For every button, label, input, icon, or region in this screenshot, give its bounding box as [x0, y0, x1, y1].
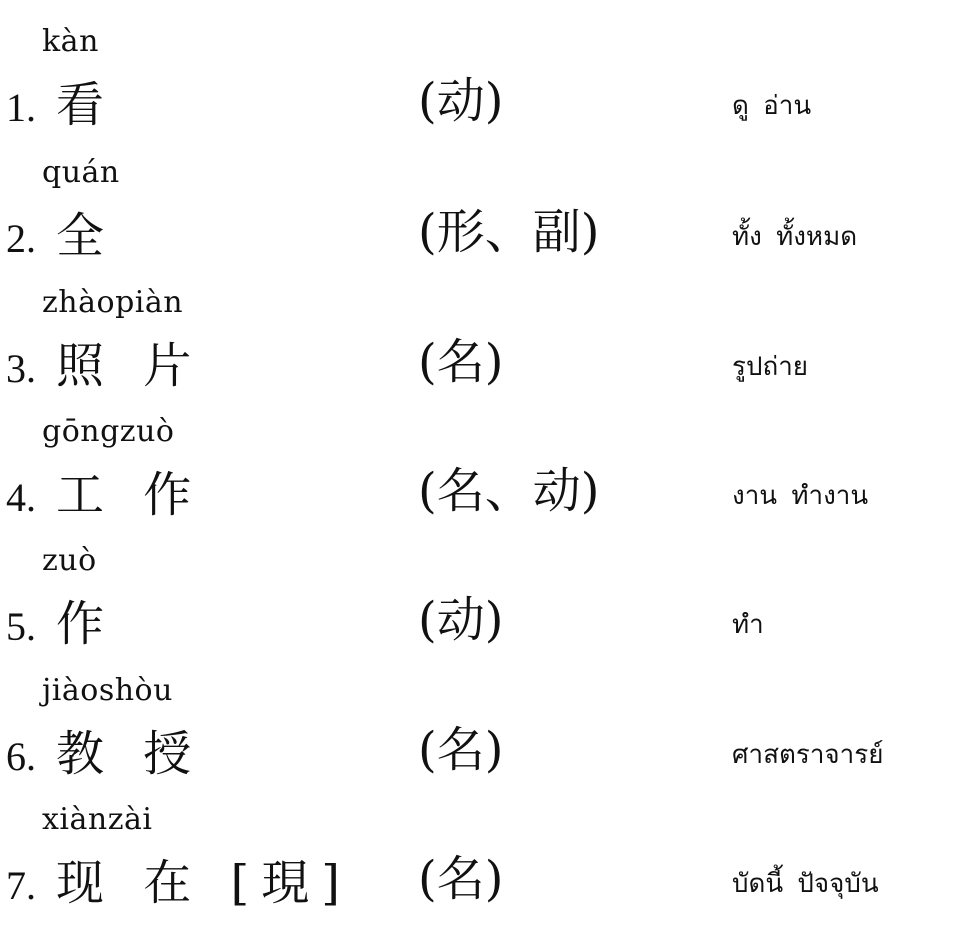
chinese-word: 工 作	[56, 467, 204, 523]
pinyin: xiànzài	[42, 802, 153, 837]
thai-meaning: ศาสตราจารย์	[732, 740, 884, 770]
vocab-entry	[0, 153, 970, 273]
chinese-word: 教 授	[56, 726, 204, 782]
thai-meaning: บัดนี้ ปัจจุบัน	[732, 869, 879, 899]
entry-number: 5.	[6, 604, 36, 649]
vocab-entry	[0, 412, 970, 532]
entry-number: 3.	[6, 346, 36, 391]
vocab-entry	[0, 541, 970, 661]
pinyin: jiàoshòu	[42, 673, 173, 708]
pinyin: quán	[42, 155, 120, 190]
entry-number: 4.	[6, 475, 36, 520]
part-of-speech: (名)	[418, 851, 504, 907]
chinese-word: 全	[56, 208, 117, 264]
part-of-speech: (名)	[418, 722, 504, 778]
thai-meaning: รูปถ่าย	[732, 352, 809, 382]
vocab-entry	[0, 671, 970, 791]
part-of-speech: (形、副)	[418, 204, 600, 260]
thai-meaning: งาน ทำงาน	[732, 481, 869, 511]
vocab-entry	[0, 283, 970, 403]
pinyin: kàn	[42, 24, 99, 59]
part-of-speech: (名)	[418, 334, 504, 390]
part-of-speech: (动)	[418, 73, 504, 129]
pinyin: gōngzuò	[42, 414, 175, 449]
part-of-speech: (动)	[418, 592, 504, 648]
chinese-word: 作	[56, 596, 117, 652]
thai-meaning: ทำ	[732, 610, 764, 640]
chinese-word: 照 片	[56, 338, 204, 394]
vocab-entry	[0, 22, 970, 142]
chinese-word: 现 在 [現]	[56, 855, 352, 911]
part-of-speech: (名、动)	[418, 463, 600, 519]
pinyin: zhàopiàn	[42, 285, 184, 320]
entry-number: 7.	[6, 863, 36, 908]
thai-meaning: ทั้ง ทั้งหมด	[732, 222, 858, 252]
pinyin: zuò	[42, 543, 97, 578]
entry-number: 1.	[6, 85, 36, 130]
entry-number: 6.	[6, 734, 36, 779]
chinese-word: 看	[56, 77, 117, 133]
vocab-entry	[0, 800, 970, 920]
thai-meaning: ดู อ่าน	[732, 91, 812, 121]
entry-number: 2.	[6, 216, 36, 261]
